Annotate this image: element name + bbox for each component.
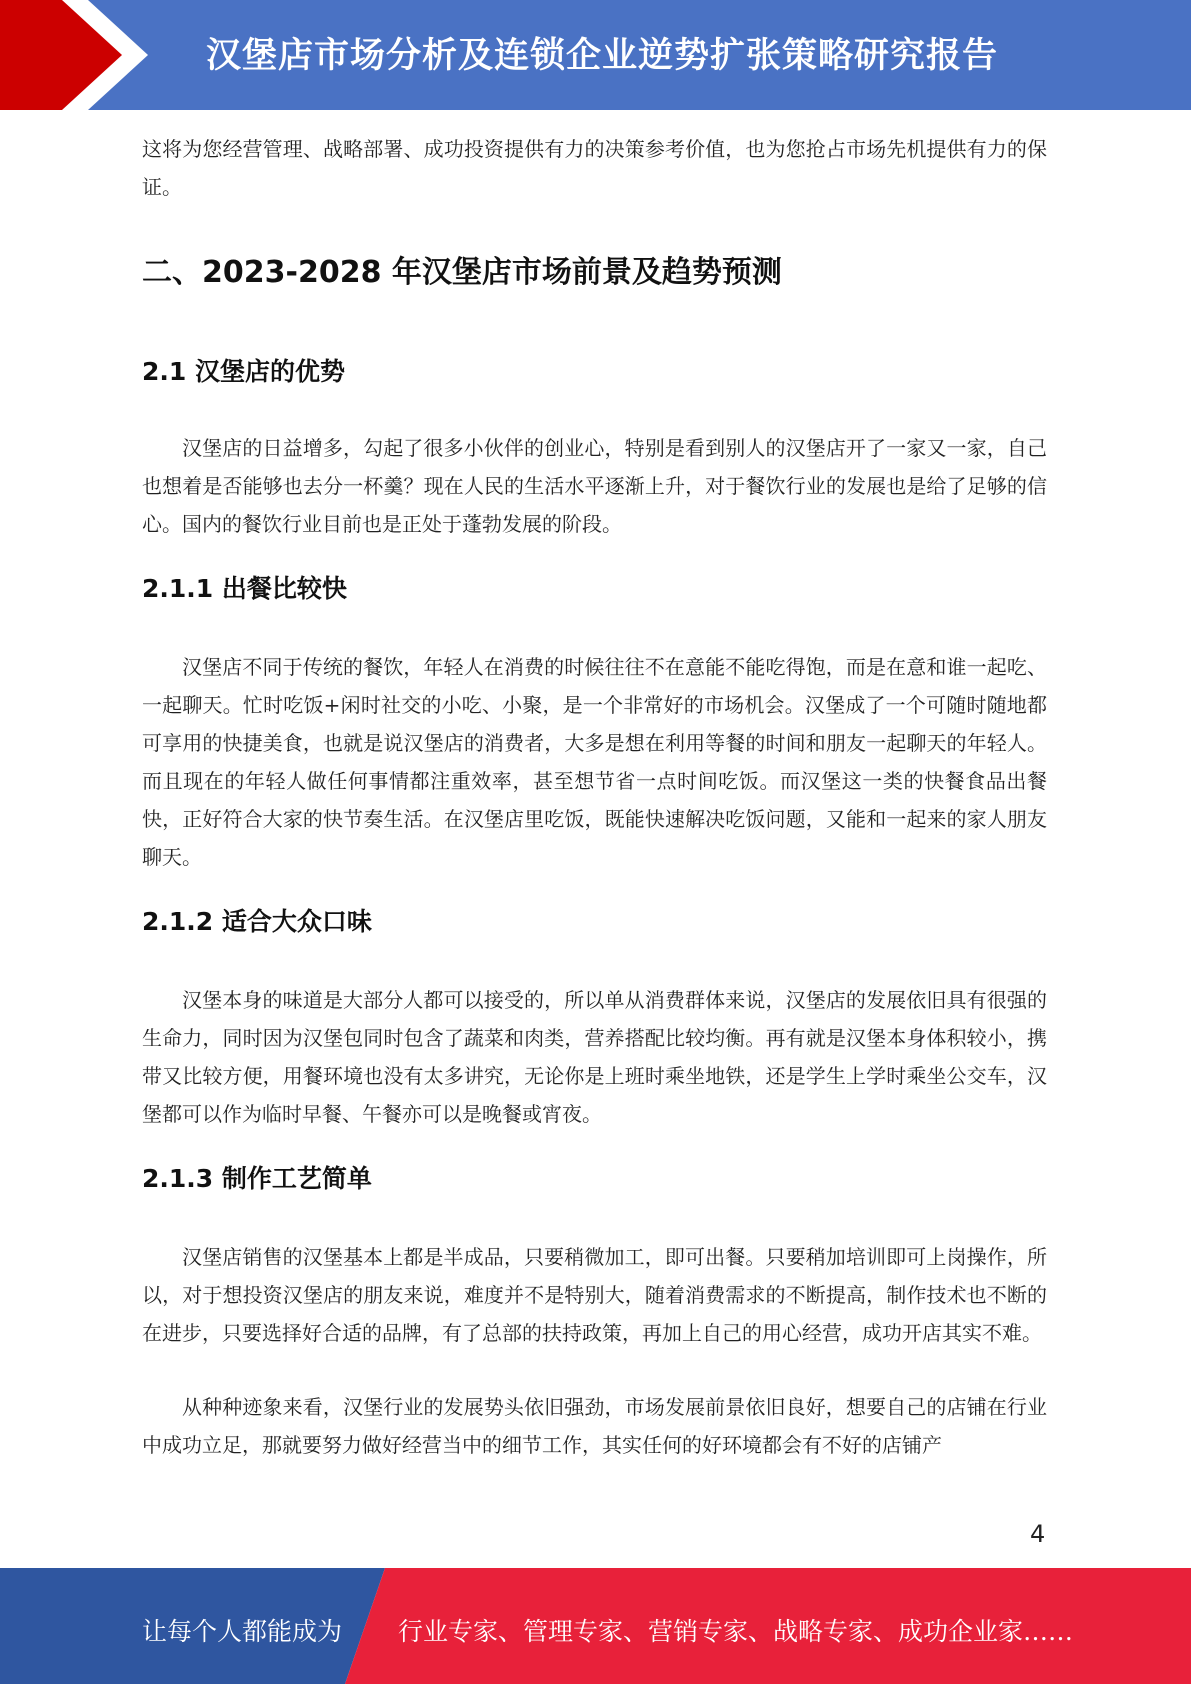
paragraph-2-1-2: 汉堡本身的味道是大部分人都可以接受的，所以单从消费群体来说，汉堡店的发展依旧具有很强的生命力，同时因为汉堡包同时包含了蔬菜和肉类，营养搭配比较均衡。再有就是汉堡本身体积较小，携带又比较方便，用餐环境也没有太多讲究，无论你是上班时乘坐地铁，还是学生上学时乘坐公交车，汉堡都可以作为临时早餐、午餐亦可以是晚餐或宵夜。 (142, 988, 1047, 1126)
page-footer (0, 1568, 1191, 1684)
page-number: 4 (1030, 1520, 1046, 1548)
paragraph-2-1-1: 汉堡店不同于传统的餐饮，年轻人在消费的时候往往不在意能不能吃得饱，而是在意和谁一起吃、一起聊天。忙时吃饭+闲时社交的小吃、小聚，是一个非常好的市场机会。汉堡成了一个可随时随地都可享用的快捷美食，也就是说汉堡店的消费者，大多是想在利用等餐的时间和朋友一起聊天的年轻人。而且现在的年轻人做任何事情都注重效率，甚至想节省一点时间吃饭。而汉堡这一类的快餐食品出餐快，正好符合大家的快节奏生活。在汉堡店里吃饭，既能快速解决吃饭问题，又能和一起来的家人朋友聊天。 (142, 655, 1047, 869)
footer-slogan-left: 让每个人都能成为 (142, 1617, 343, 1646)
subsection-title-2-1-1: 2.1.1 出餐比较快 (142, 574, 347, 603)
intro-paragraph: 这将为您经营管理、战略部署、成功投资提供有力的决策参考价值，也为您抢占市场先机提供有力的保证。 (142, 137, 1047, 199)
header-arrow-decoration (0, 0, 160, 110)
report-title: 汉堡店市场分析及连锁企业逆势扩张策略研究报告 (206, 36, 999, 76)
paragraph-2-1: 汉堡店的日益增多，勾起了很多小伙伴的创业心，特别是看到别人的汉堡店开了一家又一家，自己也想着是否能够也去分一杯羹？现在人民的生活水平逐渐上升，对于餐饮行业的发展也是给了足够的信心。国内的餐饮行业目前也是正处于蓬勃发展的阶段。 (142, 436, 1047, 536)
footer-slogan-right: 行业专家、管理专家、营销专家、战略专家、成功企业家…… (398, 1617, 1074, 1646)
subsection-title-2-1: 2.1 汉堡店的优势 (142, 357, 345, 386)
page-header (0, 0, 1191, 110)
subsection-title-2-1-2: 2.1.2 适合大众口味 (142, 907, 372, 936)
section-title: 二、2023-2028 年汉堡店市场前景及趋势预测 (142, 255, 782, 290)
paragraph-2-1-3: 汉堡店销售的汉堡基本上都是半成品，只要稍微加工，即可出餐。只要稍加培训即可上岗操作，所以，对于想投资汉堡店的朋友来说，难度并不是特别大，随着消费需求的不断提高，制作技术也不断的在进步，只要选择好合适的品牌，有了总部的扶持政策，再加上自己的用心经营，成功开店其实不难。 (142, 1245, 1047, 1345)
closing-paragraph: 从种种迹象来看，汉堡行业的发展势头依旧强劲，市场发展前景依旧良好，想要自己的店铺在行业中成功立足，那就要努力做好经营当中的细节工作，其实任何的好环境都会有不好的店铺产 (142, 1395, 1047, 1457)
document-body (142, 130, 1047, 1464)
subsection-title-2-1-3: 2.1.3 制作工艺简单 (142, 1164, 372, 1193)
